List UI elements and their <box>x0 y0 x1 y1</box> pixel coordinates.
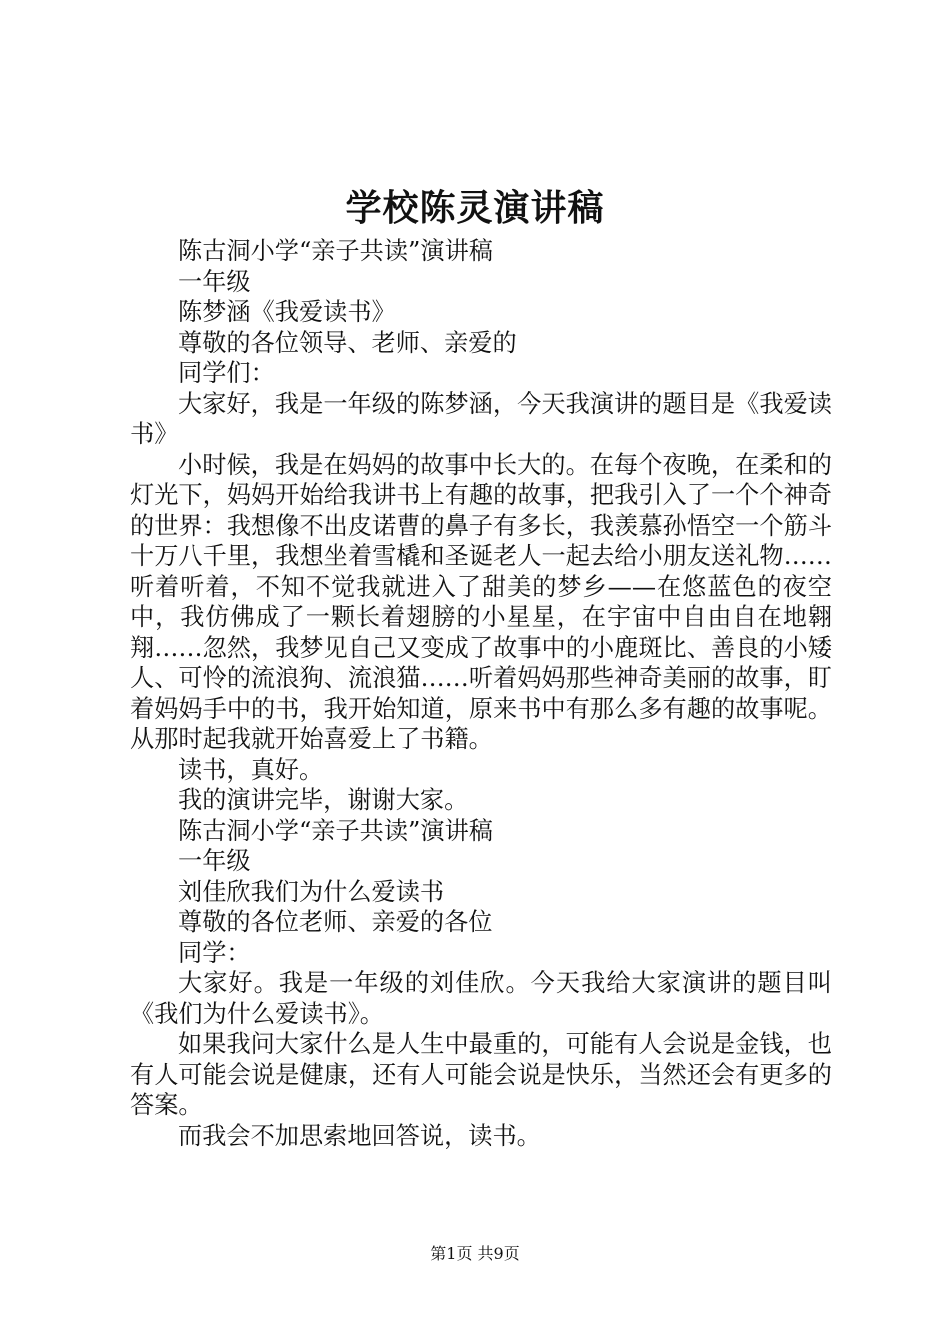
document-title: 学校陈灵演讲稿 <box>345 187 605 229</box>
paragraph: 陈古洞小学“亲子共读”演讲稿 <box>178 816 493 845</box>
paragraph: 尊敬的各位领导、老师、亲爱的 <box>178 328 517 357</box>
document-body <box>130 236 832 1151</box>
paragraph: 尊敬的各位老师、亲爱的各位 <box>178 908 493 936</box>
paragraph: 一年级 <box>178 267 251 296</box>
paragraph: 而我会不加思索地回答说，读书。 <box>178 1121 541 1150</box>
paragraph: 陈古洞小学“亲子共读”演讲稿 <box>178 237 493 265</box>
paragraph: 大家好，我是一年级的陈梦涵，今天我演讲的题目是《我爱读书》 <box>130 389 832 448</box>
paragraph: 如果我问大家什么是人生中最重的，可能有人会说是金钱，也有人可能会说是健康，还有人可能会说是快乐，当然还会有更多的答案。 <box>130 1030 832 1119</box>
paragraph: 同学： <box>178 938 251 967</box>
paragraph: 大家好。我是一年级的刘佳欣。今天我给大家演讲的题目叫《我们为什么爱读书》。 <box>130 969 832 1028</box>
paragraph: 同学们： <box>178 359 275 387</box>
paragraph: 刘佳欣我们为什么爱读书 <box>178 877 445 906</box>
page-footer: 第1页 共9页 <box>430 1244 520 1263</box>
paragraph: 我的演讲完毕，谢谢大家。 <box>178 786 469 814</box>
paragraph: 读书，真好。 <box>178 755 324 784</box>
paragraph: 小时候，我是在妈妈的故事中长大的。在每个夜晚，在柔和的灯光下，妈妈开始给我讲书上有趣的故事，把我引入了一个个神奇的世界：我想像不出皮诺曹的鼻子有多长，我羡慕孙悟空一个筋斗十万八千里，我想坐着雪橇和圣诞老人一起去给小朋友送礼物……听着听着，不知不觉我就进入了甜美的梦乡——在悠蓝色的夜空中，我仿佛成了一颗长着翅膀的小星星，在宇宙中自由自在地翱翔……忽然，我梦见自己又变成了故事中的小鹿斑比、善良的小矮人、可怜的流浪狗、流浪猫……听着妈妈那些神奇美丽的故事，盯着妈妈手中的书，我开始知道，原来书中有那么多有趣的故事呢。从那时起我就开始喜爱上了书籍。 <box>130 450 832 753</box>
paragraph: 陈梦涵《我爱读书》 <box>178 298 396 326</box>
paragraph: 一年级 <box>178 847 251 875</box>
